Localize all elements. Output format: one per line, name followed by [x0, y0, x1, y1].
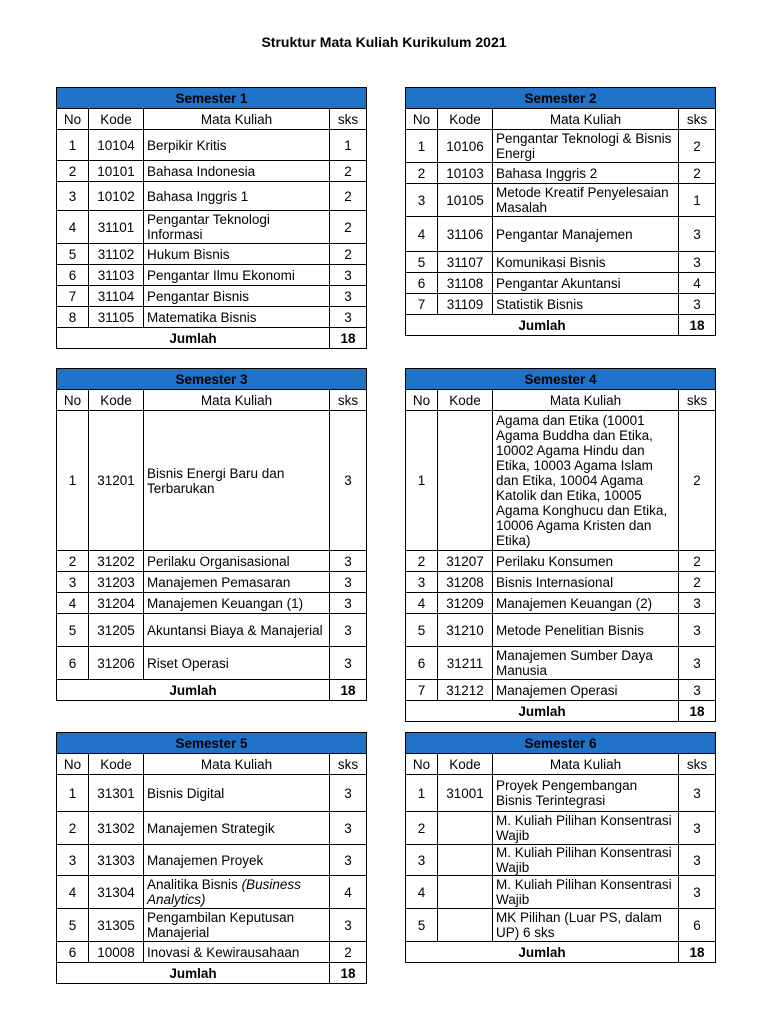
col-header-mata-kuliah: Mata Kuliah — [144, 390, 330, 411]
table-row — [57, 593, 367, 614]
row-sks: 4 — [679, 273, 716, 294]
course-name-italic: (Business Analytics) — [147, 877, 301, 907]
row-kode: 31103 — [89, 265, 144, 286]
row-kode: 31105 — [89, 307, 144, 328]
row-kode: 10105 — [438, 184, 493, 217]
row-sks: 2 — [679, 130, 716, 163]
table-row — [406, 593, 716, 614]
col-header-no: No — [406, 754, 438, 775]
table-row — [406, 680, 716, 701]
course-name: Berpikir Kritis — [147, 137, 227, 153]
table-row — [57, 182, 367, 211]
course-name: Bisnis Energi Baru dan Terbarukan — [147, 465, 285, 496]
table-row — [406, 273, 716, 294]
course-name: M. Kuliah Pilihan Konsentrasi Wajib — [496, 813, 672, 843]
col-header-mata-kuliah: Mata Kuliah — [493, 390, 679, 411]
table-row — [57, 244, 367, 265]
row-mata-kuliah — [144, 876, 330, 909]
row-mata-kuliah — [493, 680, 679, 701]
row-sks: 3 — [679, 680, 716, 701]
row-kode — [438, 812, 493, 845]
page-title: Struktur Mata Kuliah Kurikulum 2021 — [261, 34, 507, 50]
total-label: Jumlah — [57, 963, 330, 984]
row-mata-kuliah — [144, 572, 330, 593]
col-header-no: No — [406, 390, 438, 411]
row-no: 1 — [406, 411, 438, 551]
semester-header: Semester 1 — [57, 88, 367, 109]
row-mata-kuliah — [144, 909, 330, 942]
total-sks: 18 — [679, 315, 716, 336]
total-row — [406, 315, 716, 336]
row-kode: 31104 — [89, 286, 144, 307]
row-sks: 3 — [330, 572, 367, 593]
total-label: Jumlah — [57, 328, 330, 349]
row-mata-kuliah — [493, 876, 679, 909]
row-no: 2 — [57, 551, 89, 572]
total-label: Jumlah — [406, 315, 679, 336]
col-header-no: No — [57, 754, 89, 775]
row-kode: 31304 — [89, 876, 144, 909]
column-header-row — [57, 109, 367, 130]
row-kode: 10103 — [438, 163, 493, 184]
row-kode: 31211 — [438, 647, 493, 680]
row-no: 6 — [406, 647, 438, 680]
row-mata-kuliah — [144, 161, 330, 182]
row-sks: 3 — [679, 252, 716, 273]
row-mata-kuliah — [144, 244, 330, 265]
row-no: 5 — [406, 614, 438, 647]
course-name: Metode Kreatif Penyelesaian Masalah — [496, 185, 669, 215]
semester-header: Semester 3 — [57, 369, 367, 390]
course-name: Riset Operasi — [147, 655, 229, 671]
row-sks: 3 — [330, 647, 367, 680]
total-row — [406, 701, 716, 722]
total-row — [57, 328, 367, 349]
course-name: Manajemen Keuangan (2) — [496, 595, 653, 611]
row-mata-kuliah — [144, 812, 330, 845]
row-sks: 2 — [679, 572, 716, 593]
col-header-kode: Kode — [89, 754, 144, 775]
row-sks: 2 — [330, 942, 367, 963]
row-no: 3 — [57, 182, 89, 211]
course-name: Bahasa Inggris 1 — [147, 188, 249, 204]
semester-table — [405, 368, 716, 722]
row-sks: 4 — [330, 876, 367, 909]
row-no: 1 — [406, 130, 438, 163]
row-mata-kuliah — [144, 647, 330, 680]
course-name: Proyek Pengembangan Bisnis Terintegrasi — [496, 778, 638, 808]
column-header-row — [406, 390, 716, 411]
row-mata-kuliah — [144, 551, 330, 572]
row-no: 1 — [57, 130, 89, 161]
row-no: 1 — [57, 775, 89, 812]
semester-header: Semester 5 — [57, 733, 367, 754]
row-no: 2 — [406, 812, 438, 845]
row-no: 7 — [57, 286, 89, 307]
row-sks: 3 — [679, 845, 716, 876]
row-mata-kuliah — [144, 182, 330, 211]
row-no: 4 — [57, 593, 89, 614]
col-header-mata-kuliah: Mata Kuliah — [493, 109, 679, 130]
row-kode: 31204 — [89, 593, 144, 614]
row-sks: 3 — [330, 909, 367, 942]
row-kode: 10104 — [89, 130, 144, 161]
row-no: 4 — [57, 211, 89, 244]
course-name: Manajemen Proyek — [147, 852, 264, 868]
row-kode: 31210 — [438, 614, 493, 647]
row-sks: 3 — [679, 614, 716, 647]
table-row — [406, 163, 716, 184]
row-kode: 31302 — [89, 812, 144, 845]
col-header-no: No — [406, 109, 438, 130]
row-sks: 3 — [679, 876, 716, 909]
row-kode: 31203 — [89, 572, 144, 593]
semester-header: Semester 2 — [406, 88, 716, 109]
course-name: Pengambilan Keputusan Manajerial — [147, 910, 295, 940]
row-no: 2 — [57, 812, 89, 845]
table-row — [57, 286, 367, 307]
total-label: Jumlah — [57, 680, 330, 701]
row-mata-kuliah — [493, 551, 679, 572]
course-name: Pengantar Akuntansi — [496, 275, 621, 291]
row-no: 5 — [57, 244, 89, 265]
row-no: 5 — [57, 909, 89, 942]
row-kode: 10008 — [89, 942, 144, 963]
row-sks: 2 — [679, 163, 716, 184]
row-mata-kuliah — [493, 812, 679, 845]
total-sks: 18 — [679, 701, 716, 722]
course-name: Statistik Bisnis — [496, 296, 584, 312]
row-no: 6 — [57, 942, 89, 963]
course-name: Akuntansi Biaya & Manajerial — [147, 622, 323, 638]
course-name: Perilaku Konsumen — [496, 553, 614, 569]
course-name: Manajemen Operasi — [496, 682, 618, 698]
semester-table — [56, 368, 367, 701]
table-row — [57, 130, 367, 161]
row-kode — [438, 876, 493, 909]
course-name: Manajemen Sumber Daya Manusia — [496, 648, 653, 678]
row-sks: 3 — [679, 294, 716, 315]
course-name: Komunikasi Bisnis — [496, 254, 606, 270]
row-kode: 31001 — [438, 775, 493, 812]
row-kode: 31202 — [89, 551, 144, 572]
table-row — [57, 265, 367, 286]
table-row — [406, 572, 716, 593]
row-sks: 2 — [330, 211, 367, 244]
semester-table — [405, 732, 716, 963]
row-no: 3 — [406, 845, 438, 876]
row-kode: 31208 — [438, 572, 493, 593]
col-header-sks: sks — [679, 109, 716, 130]
row-kode — [438, 411, 493, 551]
row-sks: 2 — [679, 551, 716, 572]
row-mata-kuliah — [144, 307, 330, 328]
row-mata-kuliah — [493, 845, 679, 876]
row-kode: 10106 — [438, 130, 493, 163]
row-mata-kuliah — [493, 294, 679, 315]
row-mata-kuliah — [493, 775, 679, 812]
course-name: Pengantar Bisnis — [147, 288, 250, 304]
column-header-row — [57, 754, 367, 775]
course-name: Agama dan Etika (10001 Agama Buddha dan Etika, 10002 Agama Hindu dan Etika, 10003 Agama Islam dan Etika, 10004 Agama Katolik dan Etika, 10005 Agama Konghucu dan Etika, 10006 Agama Kristen dan Etika) — [496, 413, 668, 548]
row-mata-kuliah — [493, 572, 679, 593]
semester-table — [405, 87, 716, 336]
table-row — [406, 876, 716, 909]
row-mata-kuliah — [493, 909, 679, 942]
table-row — [57, 647, 367, 680]
row-kode: 31101 — [89, 211, 144, 244]
row-no: 8 — [57, 307, 89, 328]
course-name: Manajemen Keuangan (1) — [147, 595, 304, 611]
row-mata-kuliah — [493, 411, 679, 551]
row-mata-kuliah — [144, 593, 330, 614]
total-sks: 18 — [330, 328, 367, 349]
row-mata-kuliah — [144, 211, 330, 244]
row-mata-kuliah — [493, 614, 679, 647]
table-row — [57, 942, 367, 963]
row-sks: 3 — [330, 286, 367, 307]
col-header-sks: sks — [679, 390, 716, 411]
row-sks: 2 — [330, 161, 367, 182]
total-row — [57, 963, 367, 984]
column-header-row — [57, 390, 367, 411]
row-sks: 3 — [679, 647, 716, 680]
row-no: 2 — [406, 551, 438, 572]
table-row — [406, 217, 716, 252]
course-name: Hukum Bisnis — [147, 246, 230, 262]
row-no: 3 — [406, 184, 438, 217]
course-name: Bahasa Indonesia — [147, 163, 256, 179]
row-mata-kuliah — [493, 647, 679, 680]
course-name: Matematika Bisnis — [147, 309, 257, 325]
row-sks: 3 — [330, 551, 367, 572]
row-no: 7 — [406, 680, 438, 701]
row-sks: 3 — [330, 593, 367, 614]
row-kode: 10101 — [89, 161, 144, 182]
table-row — [57, 876, 367, 909]
row-no: 5 — [406, 909, 438, 942]
col-header-kode: Kode — [438, 754, 493, 775]
row-no: 6 — [57, 647, 89, 680]
table-row — [406, 294, 716, 315]
row-mata-kuliah — [493, 273, 679, 294]
col-header-sks: sks — [330, 754, 367, 775]
row-kode: 31212 — [438, 680, 493, 701]
row-mata-kuliah — [493, 130, 679, 163]
row-kode: 31102 — [89, 244, 144, 265]
table-row — [406, 130, 716, 163]
row-sks: 3 — [679, 775, 716, 812]
row-kode: 31206 — [89, 647, 144, 680]
row-mata-kuliah — [144, 775, 330, 812]
table-row — [406, 909, 716, 942]
row-mata-kuliah — [144, 614, 330, 647]
column-header-row — [406, 754, 716, 775]
row-kode: 31107 — [438, 252, 493, 273]
row-no: 5 — [406, 252, 438, 273]
column-header-row — [406, 109, 716, 130]
table-row — [406, 812, 716, 845]
row-mata-kuliah — [493, 184, 679, 217]
course-name: Inovasi & Kewirausahaan — [147, 944, 300, 960]
row-no: 3 — [57, 845, 89, 876]
total-sks: 18 — [330, 680, 367, 701]
row-mata-kuliah — [493, 593, 679, 614]
col-header-sks: sks — [330, 390, 367, 411]
row-no: 3 — [406, 572, 438, 593]
course-name: Manajemen Strategik — [147, 820, 275, 836]
row-no: 4 — [406, 593, 438, 614]
col-header-kode: Kode — [438, 109, 493, 130]
row-sks: 3 — [330, 614, 367, 647]
row-sks: 2 — [330, 182, 367, 211]
course-name: Manajemen Pemasaran — [147, 574, 291, 590]
row-kode — [438, 845, 493, 876]
row-mata-kuliah — [493, 252, 679, 273]
row-mata-kuliah — [144, 942, 330, 963]
course-name: Metode Penelitian Bisnis — [496, 622, 644, 638]
row-no: 4 — [406, 876, 438, 909]
semester-header: Semester 4 — [406, 369, 716, 390]
course-name: Pengantar Ilmu Ekonomi — [147, 267, 295, 283]
row-mata-kuliah — [144, 411, 330, 551]
table-row — [57, 909, 367, 942]
table-row — [406, 647, 716, 680]
row-sks: 3 — [330, 812, 367, 845]
col-header-mata-kuliah: Mata Kuliah — [144, 109, 330, 130]
row-mata-kuliah — [493, 217, 679, 252]
table-row — [57, 411, 367, 551]
row-sks: 2 — [330, 244, 367, 265]
row-sks: 3 — [679, 593, 716, 614]
row-sks: 3 — [679, 217, 716, 252]
row-kode: 31207 — [438, 551, 493, 572]
row-no: 4 — [406, 217, 438, 252]
table-row — [57, 572, 367, 593]
row-sks: 3 — [330, 307, 367, 328]
col-header-sks: sks — [330, 109, 367, 130]
course-name: M. Kuliah Pilihan Konsentrasi Wajib — [496, 845, 672, 875]
row-no: 2 — [406, 163, 438, 184]
total-row — [57, 680, 367, 701]
row-kode: 10102 — [89, 182, 144, 211]
table-row — [406, 614, 716, 647]
row-no: 1 — [406, 775, 438, 812]
row-sks: 3 — [330, 411, 367, 551]
row-no: 1 — [57, 411, 89, 551]
row-sks: 3 — [679, 812, 716, 845]
row-kode: 31108 — [438, 273, 493, 294]
row-no: 6 — [57, 265, 89, 286]
row-sks: 6 — [679, 909, 716, 942]
table-row — [406, 551, 716, 572]
table-row — [57, 307, 367, 328]
col-header-no: No — [57, 109, 89, 130]
row-kode: 31305 — [89, 909, 144, 942]
table-row — [406, 184, 716, 217]
row-mata-kuliah — [144, 286, 330, 307]
row-no: 2 — [57, 161, 89, 182]
course-name: Pengantar Teknologi & Bisnis Energi — [496, 131, 672, 161]
row-kode: 31109 — [438, 294, 493, 315]
course-name: Bisnis Internasional — [496, 574, 614, 590]
row-mata-kuliah — [144, 130, 330, 161]
total-row — [406, 942, 716, 963]
row-sks: 3 — [330, 265, 367, 286]
course-name: Pengantar Teknologi Informasi — [147, 212, 270, 242]
table-row — [406, 775, 716, 812]
row-sks: 3 — [330, 775, 367, 812]
table-row — [57, 812, 367, 845]
row-kode: 31209 — [438, 593, 493, 614]
table-row — [57, 161, 367, 182]
course-name: MK Pilihan (Luar PS, dalam UP) 6 sks — [496, 910, 662, 940]
table-row — [57, 614, 367, 647]
course-name: Bahasa Inggris 2 — [496, 165, 598, 181]
total-sks: 18 — [679, 942, 716, 963]
row-kode: 31301 — [89, 775, 144, 812]
row-mata-kuliah — [144, 265, 330, 286]
row-no: 6 — [406, 273, 438, 294]
total-label: Jumlah — [406, 942, 679, 963]
row-sks: 1 — [330, 130, 367, 161]
row-kode: 31106 — [438, 217, 493, 252]
course-name: M. Kuliah Pilihan Konsentrasi Wajib — [496, 877, 672, 907]
row-no: 4 — [57, 876, 89, 909]
table-row — [406, 411, 716, 551]
col-header-mata-kuliah: Mata Kuliah — [493, 754, 679, 775]
table-row — [57, 775, 367, 812]
row-no: 7 — [406, 294, 438, 315]
table-row — [406, 845, 716, 876]
col-header-mata-kuliah: Mata Kuliah — [144, 754, 330, 775]
col-header-sks: sks — [679, 754, 716, 775]
row-sks: 3 — [330, 845, 367, 876]
row-sks: 2 — [679, 411, 716, 551]
row-kode: 31205 — [89, 614, 144, 647]
row-no: 5 — [57, 614, 89, 647]
semester-table — [56, 87, 367, 349]
row-no: 3 — [57, 572, 89, 593]
col-header-kode: Kode — [89, 109, 144, 130]
col-header-no: No — [57, 390, 89, 411]
col-header-kode: Kode — [438, 390, 493, 411]
table-row — [406, 252, 716, 273]
table-row — [57, 845, 367, 876]
row-mata-kuliah — [144, 845, 330, 876]
course-name: Pengantar Manajemen — [496, 226, 633, 242]
course-name: Perilaku Organisasional — [147, 553, 290, 569]
row-kode: 31201 — [89, 411, 144, 551]
table-row — [57, 211, 367, 244]
table-row — [57, 551, 367, 572]
row-mata-kuliah — [493, 163, 679, 184]
course-name: Analitika Bisnis — [147, 877, 238, 892]
row-kode: 31303 — [89, 845, 144, 876]
total-sks: 18 — [330, 963, 367, 984]
col-header-kode: Kode — [89, 390, 144, 411]
row-kode — [438, 909, 493, 942]
total-label: Jumlah — [406, 701, 679, 722]
semester-header: Semester 6 — [406, 733, 716, 754]
semester-table — [56, 732, 367, 984]
row-sks: 1 — [679, 184, 716, 217]
course-name: Bisnis Digital — [147, 785, 225, 801]
